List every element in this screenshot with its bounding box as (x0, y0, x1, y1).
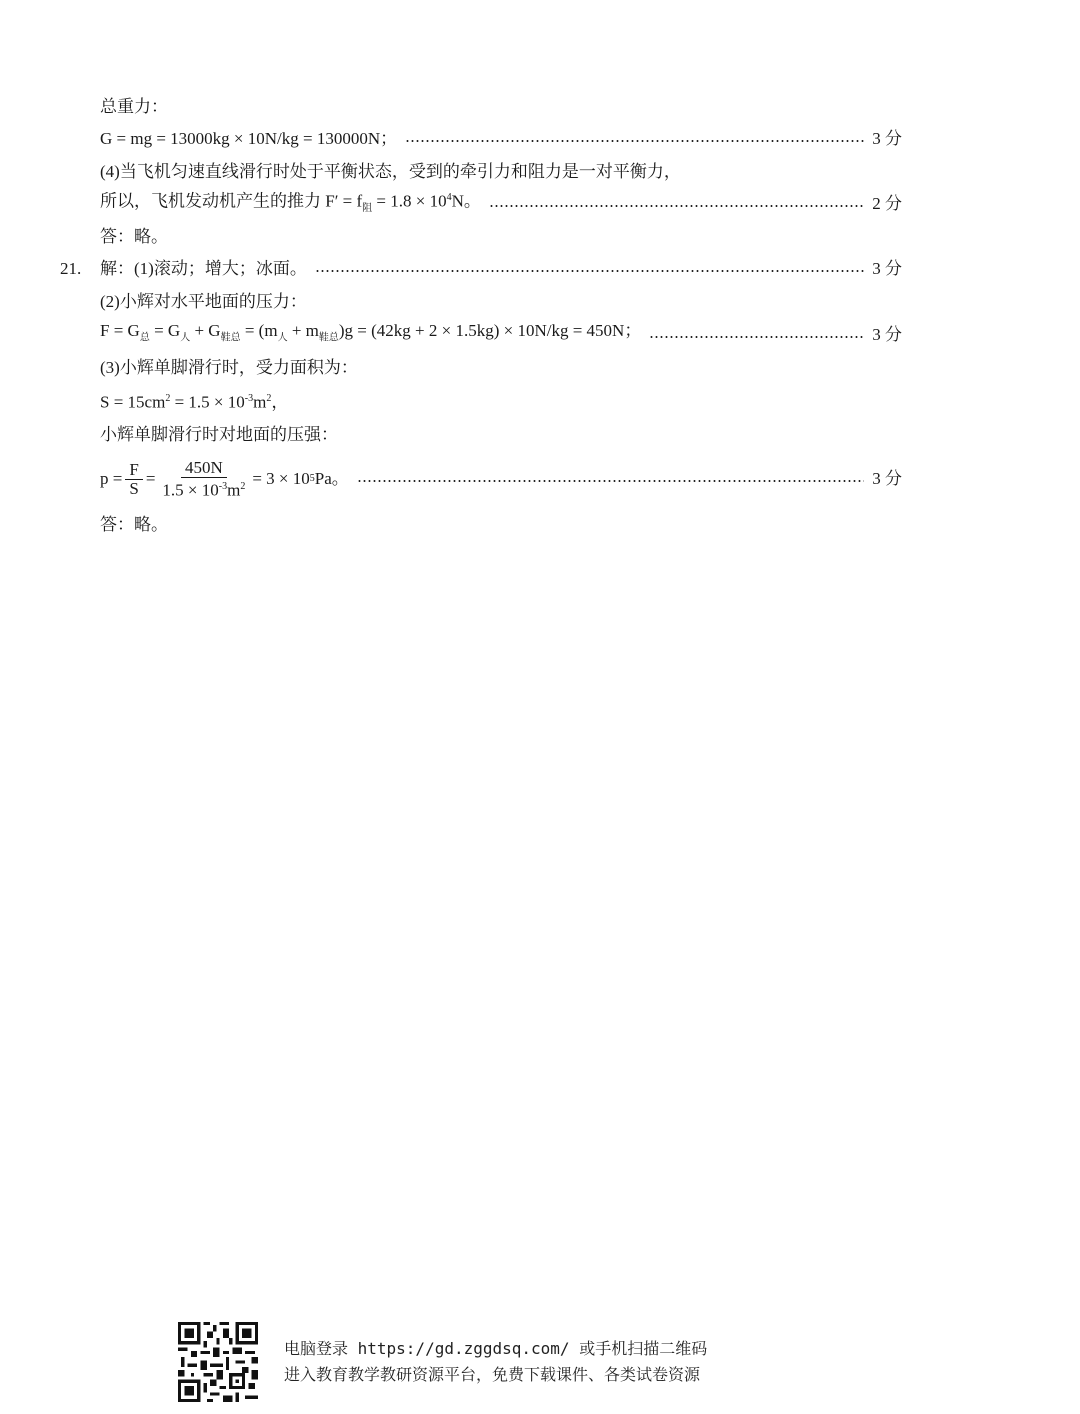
formula-text: $F = G_总 = G_人 + G_{鞋总} = (m_人 + m_{鞋总})g = (42kg + 2 \times 1.5kg) \times 10N/kg = 450N$； (100, 321, 642, 344)
text-line (100, 455, 902, 503)
answer-text: 答：略。 (100, 515, 168, 534)
dot-leader (489, 205, 864, 207)
formula-text: G = mg = 13000kg × 10N/kg = 130000N； (100, 129, 398, 148)
fraction: $\frac{F}{S}$ (125, 461, 142, 498)
line-text: (2)小辉对水平地面的压力： (100, 292, 307, 311)
text-line (100, 320, 902, 350)
text-line (100, 92, 902, 122)
line-text: 总重力： (100, 97, 168, 116)
answer-text: 答：略。 (100, 227, 168, 246)
score-label: 3 分 (872, 129, 902, 148)
line-text: 小辉单脚滑行时对地面的压强： (100, 425, 338, 444)
formula-text: $S = 15cm^2 = 1.5 \times 10^{-3}m^2$， (100, 392, 289, 412)
score-label: 3 分 (872, 469, 902, 488)
score-label: 3 分 (872, 325, 902, 344)
score-label: 2 分 (872, 194, 902, 213)
line-text: (4)当飞机匀速直线滑行时处于平衡状态，受到的牵引力和阻力是一对平衡力， (100, 162, 681, 181)
text-line (100, 287, 902, 317)
dot-leader (315, 270, 864, 272)
formula-text: p = $\frac{F}{S}$ = $\frac{450N}{1.5 \times 10^{-3}m^2}$ = 3 × 10 5 Pa。 (100, 457, 349, 500)
score-label: 3 分 (872, 259, 902, 278)
footer-text-block (284, 1336, 707, 1388)
text-line (100, 510, 902, 540)
text-line (100, 420, 902, 450)
text-line (100, 254, 902, 284)
line-text: 解：(1)滚动；增大；冰面。 (100, 259, 307, 278)
dot-leader (357, 480, 864, 482)
question-number: 21. (60, 259, 82, 278)
text-line (100, 222, 902, 252)
text-line (100, 189, 902, 219)
footer (178, 1322, 707, 1402)
text-line (100, 124, 902, 154)
formula-text: 所以，飞机发动机产生的推力 $F' = f_阻 = 1.8 \times 10^4N$。 (100, 192, 481, 215)
dot-leader (649, 336, 864, 338)
fraction: $\frac{450N}{1.5 \times 10^{-3}m^2}$ (162, 457, 246, 500)
footer-line: 进入教育教学教研资源平台，免费下载课件、各类试卷资源 (284, 1365, 701, 1384)
text-line (100, 353, 902, 383)
qr-code-icon[interactable] (178, 1322, 258, 1402)
dot-leader (405, 140, 864, 142)
line-text: (3)小辉单脚滑行时，受力面积为： (100, 358, 358, 377)
text-line (100, 386, 902, 416)
footer-line: 电脑登录 https://gd.zggdsq.com/ 或手机扫描二维码 (284, 1339, 708, 1358)
